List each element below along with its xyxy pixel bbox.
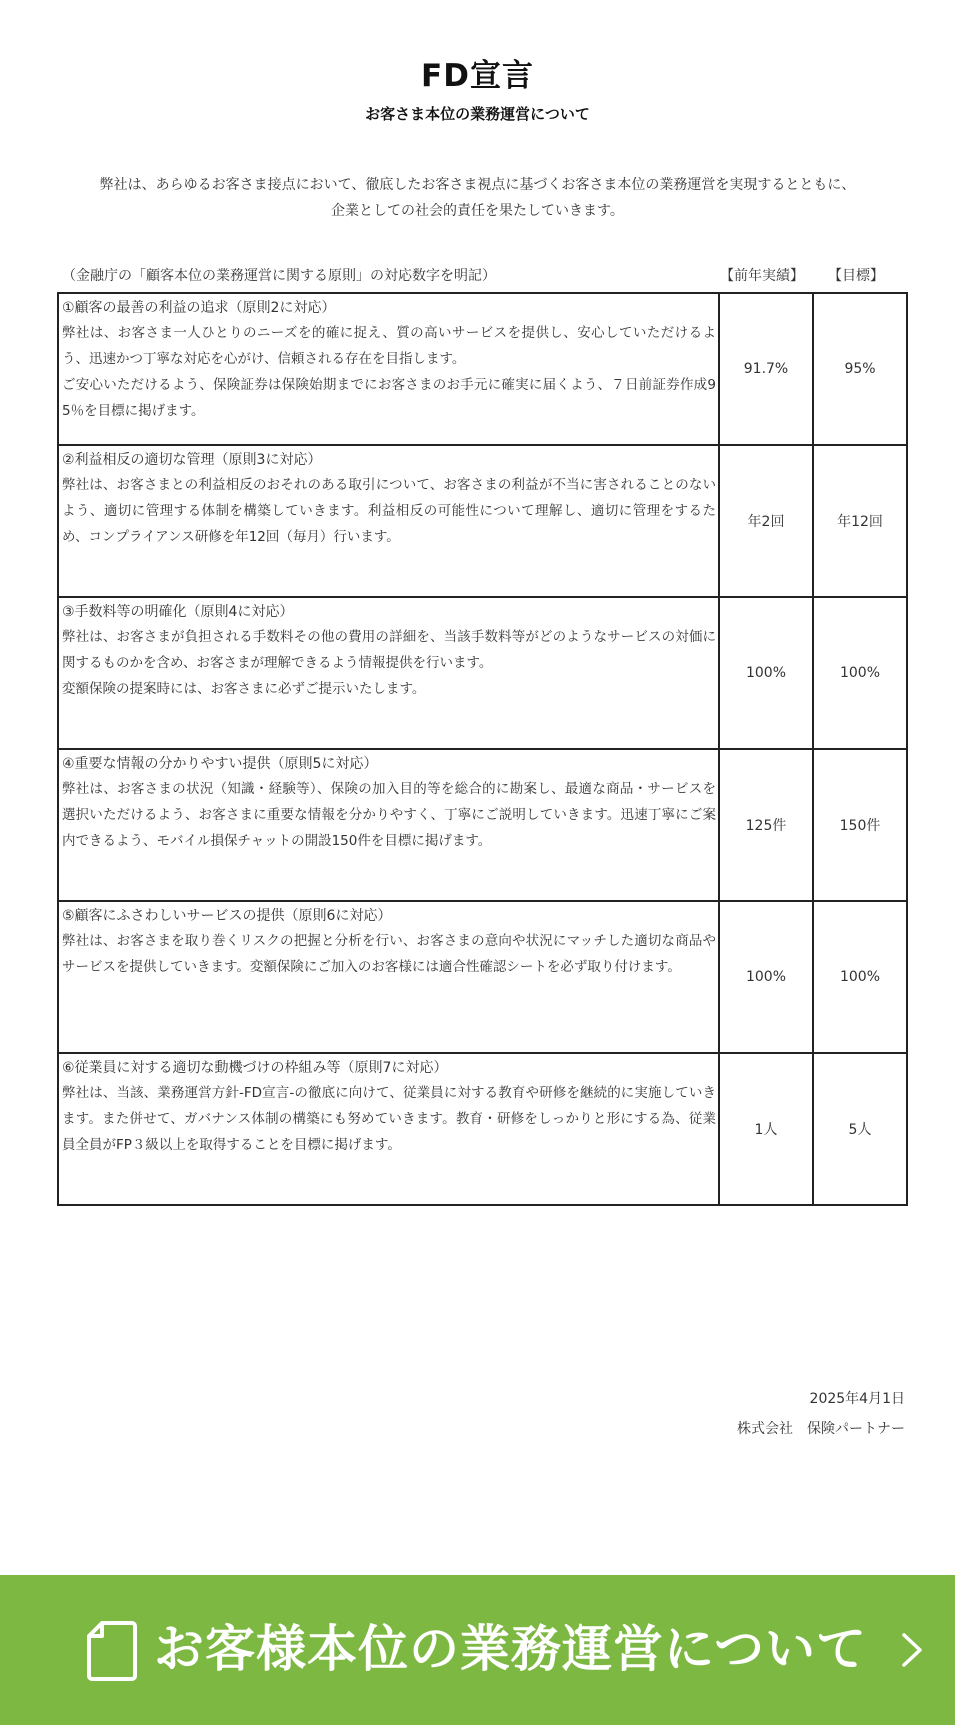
row-description <box>58 293 719 445</box>
row-previous-value: 年2回 <box>719 445 813 597</box>
row-title: ①顧客の最善の利益の追求（原則2に対応） <box>62 300 336 316</box>
table-row <box>58 445 907 597</box>
table-row <box>58 901 907 1053</box>
row-previous-value: 100% <box>719 597 813 749</box>
row-description <box>58 901 719 1053</box>
row-title: ⑥従業員に対する適切な動機づけの枠組み等（原則7に対応） <box>62 1060 448 1076</box>
page-title: FD宣言 <box>421 58 534 94</box>
issue-date: 2025年4月1日 <box>809 1391 905 1407</box>
row-previous-value: 91.7% <box>719 293 813 445</box>
intro-text: 弊社は、あらゆるお客さま接点において、徹底したお客さま視点に基づくお客さま本位の業務運営を実現するとともに、 企業としての社会的責任を果たしていきます。 <box>99 177 856 219</box>
row-text: 弊社は、お客さまの状況（知識・経験等）、保険の加入目的等を総合的に勘案し、最適な商品・サービスを選択いただけるよう、お客さまに重要な情報を分かりやすく、丁寧にご説明していきます。迅速丁寧にご案内できるよう、モバイル損保チャットの開設150件を目標に掲げます。 <box>62 781 716 849</box>
row-target-value: 年12回 <box>813 445 907 597</box>
banner-label: お客様本位の業務運営について <box>154 1620 867 1678</box>
chevron-right-icon <box>900 1631 924 1669</box>
column-header-previous: 【前年実績】 <box>720 268 804 284</box>
column-header-target: 【目標】 <box>828 268 884 284</box>
row-description <box>58 749 719 901</box>
document-icon <box>86 1620 138 1682</box>
table-header <box>57 265 907 287</box>
table-row <box>58 1053 907 1205</box>
row-previous-value: 125件 <box>719 749 813 901</box>
table-row <box>58 293 907 445</box>
row-text: 弊社は、お客さまを取り巻くリスクの把握と分析を行い、お客さまの意向や状況にマッチした適切な商品やサービスを提供していきます。変額保険にご加入のお客様には適合性確認シートを必ず取り付けます。 <box>62 933 716 975</box>
row-description <box>58 445 719 597</box>
row-title: ⑤顧客にふさわしいサービスの提供（原則6に対応） <box>62 908 392 924</box>
row-title: ②利益相反の適切な管理（原則3に対応） <box>62 452 322 468</box>
row-text: 弊社は、当該、業務運営方針-FD宣言-の徹底に向けて、従業員に対する教育や研修を継続的に実施していきます。また併せて、ガバナンス体制の構築にも努めていきます。教育・研修をしっかりと形にする為、従業員全員がFP３級以上を取得することを目標に掲げます。 <box>62 1085 716 1153</box>
company-name: 株式会社 保険パートナー <box>737 1421 905 1437</box>
row-text: 弊社は、お客さま一人ひとりのニーズを的確に捉え、質の高いサービスを提供し、安心していただけるよう、迅速かつ丁寧な対応を心がけ、信頼される存在を目指します。 ご安心いただけるよう、保険証券は保険始期までにお客さまのお手元に確実に届くよう、７日前証券作成95％を目標に掲げます。 <box>62 325 716 419</box>
table-row <box>58 597 907 749</box>
row-previous-value: 100% <box>719 901 813 1053</box>
row-target-value: 150件 <box>813 749 907 901</box>
row-title: ④重要な情報の分かりやすい提供（原則5に対応） <box>62 756 378 772</box>
row-target-value: 95% <box>813 293 907 445</box>
customer-oriented-banner-button[interactable] <box>0 1575 955 1725</box>
table-note: （金融庁の「顧客本位の業務運営に関する原則」の対応数字を明記） <box>62 268 496 284</box>
row-description <box>58 597 719 749</box>
row-target-value: 5人 <box>813 1053 907 1205</box>
row-text: 弊社は、お客さまが負担される手数料その他の費用の詳細を、当該手数料等がどのようなサービスの対価に関するものかを含め、お客さまが理解できるよう情報提供を行います。 変額保険の提案時には、お客さまに必ずご提示いたします。 <box>62 629 716 697</box>
fd-table <box>57 292 908 1206</box>
table-row <box>58 749 907 901</box>
row-target-value: 100% <box>813 901 907 1053</box>
row-text: 弊社は、お客さまとの利益相反のおそれのある取引について、お客さまの利益が不当に害されることのないよう、適切に管理する体制を構築していきます。利益相反の可能性について理解し、適切に管理をするため、コンプライアンス研修を年12回（毎月）行います。 <box>62 477 716 545</box>
page-subtitle: お客さま本位の業務運営について <box>365 105 590 123</box>
row-target-value: 100% <box>813 597 907 749</box>
row-title: ③手数料等の明確化（原則4に対応） <box>62 604 294 620</box>
row-previous-value: 1人 <box>719 1053 813 1205</box>
row-description <box>58 1053 719 1205</box>
